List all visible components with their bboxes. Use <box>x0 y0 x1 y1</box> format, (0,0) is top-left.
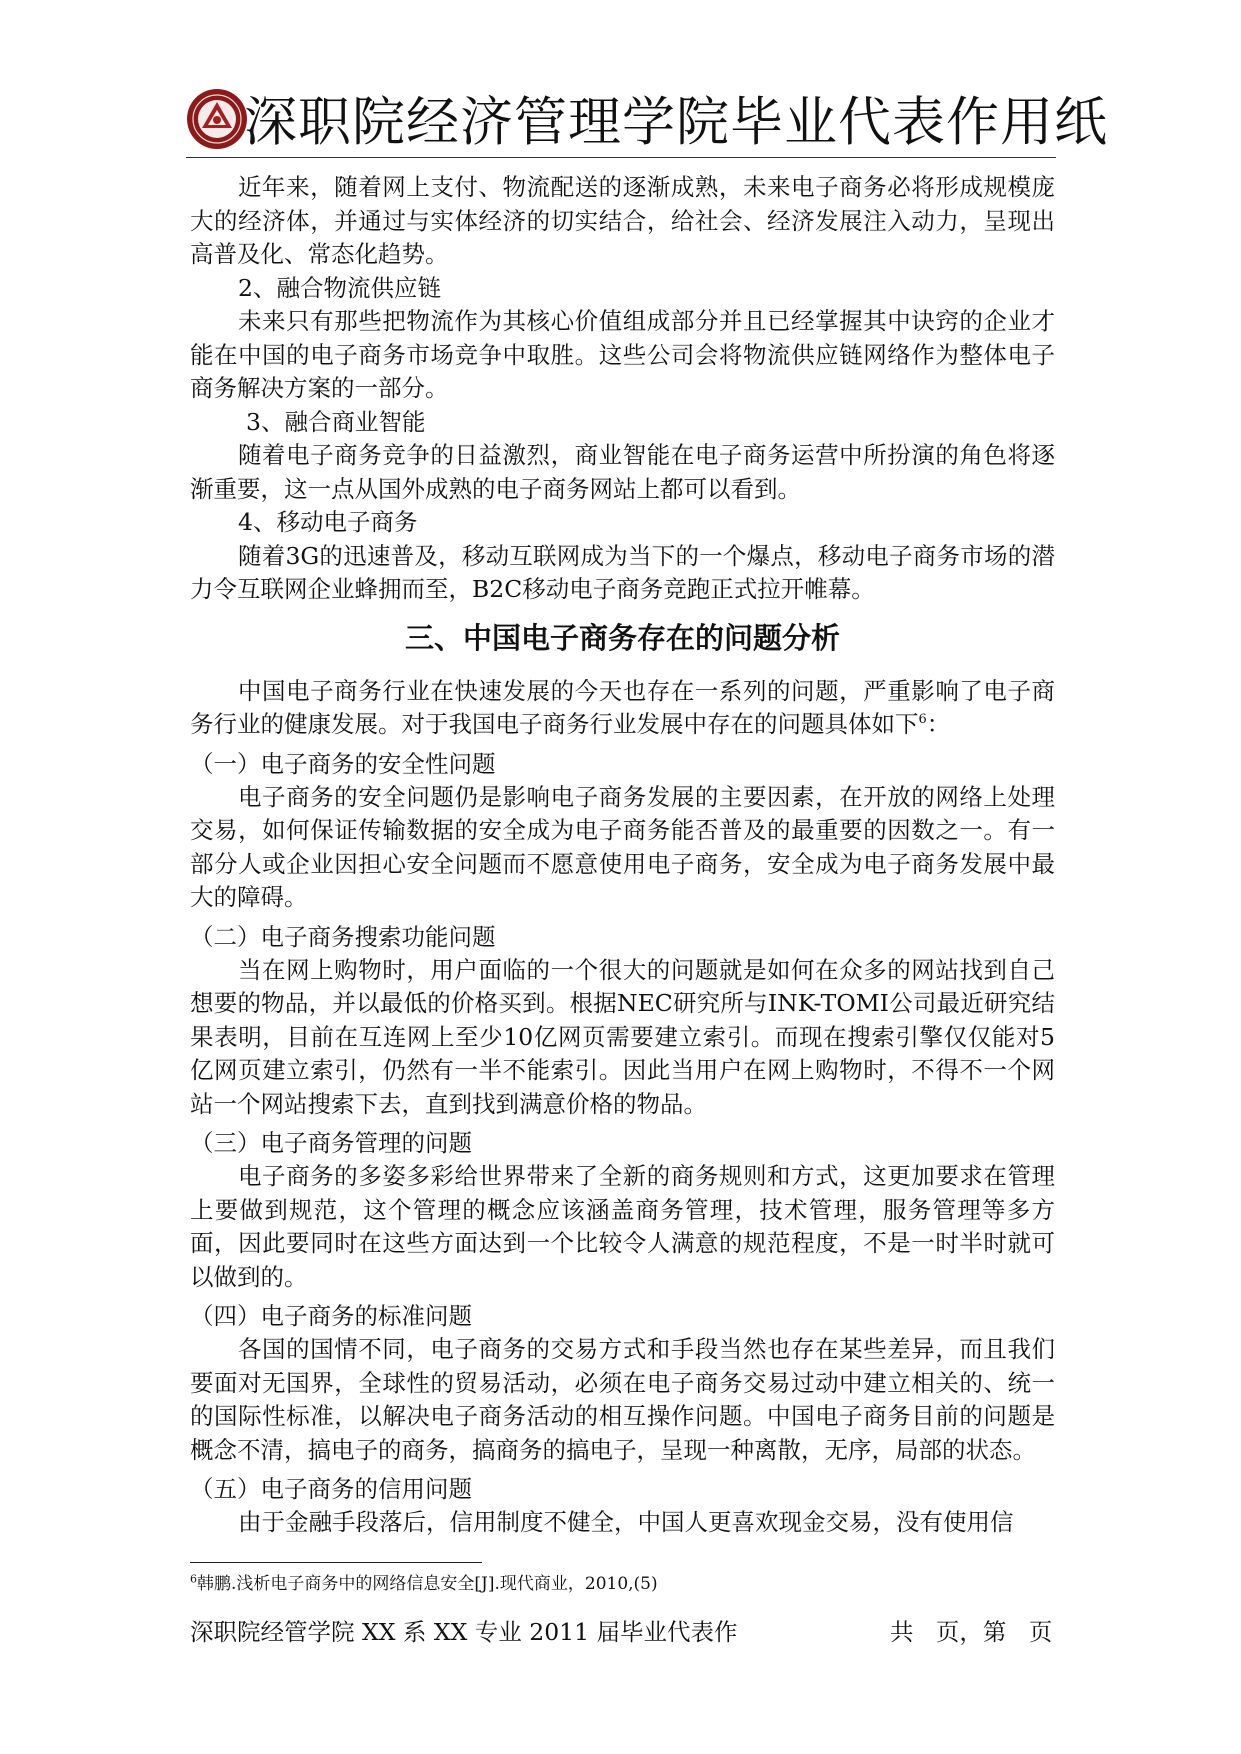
document-body <box>190 171 1055 1540</box>
list-item-title: 3、融合商业智能 <box>246 407 426 436</box>
paragraph: 由于金融手段落后，信用制度不健全，中国人更喜欢现金交易，没有使用信 <box>238 1508 1014 1536</box>
footnote-text: 韩鹏.浅析电子商务中的网络信息安全[J].现代商业，2010,(5) <box>197 1574 658 1594</box>
subsection-heading: （三）电子商务管理的问题 <box>190 1129 472 1157</box>
footnote-ref[interactable]: 6 <box>918 712 927 728</box>
paragraph: 随着3G的迅速普及，移动互联网成为当下的一个爆点，移动电子商务市场的潜力令互联网企业蜂拥而至，B2C移动电子商务竞跑正式拉开帷幕。 <box>190 541 1055 603</box>
section-heading: 三、中国电子商务存在的问题分析 <box>404 620 840 655</box>
paragraph <box>190 675 1055 742</box>
paragraph: 电子商务的安全问题仍是影响电子商务发展的主要因素，在开放的网络上处理交易，如何保证传输数据的安全成为电子商务能否普及的最重要的因数之一。有一部分人或企业因担心安全问题而不愿意使用电子商务，安全成为电子商务发展中最大的障碍。 <box>190 782 1055 911</box>
list-item-title: 2、融合物流供应链 <box>238 273 441 302</box>
list-item-title: 4、移动电子商务 <box>238 508 418 536</box>
paragraph: 随着电子商务竞争的日益激烈，商业智能在电子商务运营中所扮演的角色将逐渐重要，这一点从国外成熟的电子商务网站上都可以看到。 <box>190 441 1055 503</box>
paragraph: 各国的国情不同，电子商务的交易方式和手段当然也存在某些差异，而且我们要面对无国界，全球性的贸易活动，必须在电子商务交易过动中建立相关的、统一的国际性标准，以解决电子商务活动的相互操作问题。中国电子商务目前的问题是概念不清，搞电子的商务，搞商务的搞电子，呈现一种离散，无序，局部的状态。 <box>190 1335 1055 1464</box>
paragraph: 当在网上购物时，用户面临的一个很大的问题就是如何在众多的网站找到自己想要的物品，并以最低的价格买到。根据NEC研究所与INK-TOMI公司最近研究结果表明，目前在互连网上至少10亿网页需要建立索引。而现在搜索引擎仅仅能对5亿网页建立索引，仍然有一半不能索引。因此当用户在网上购物时，不得不一个网站一个网站搜索下去，直到找到满意价格的物品。 <box>190 955 1055 1118</box>
school-seal-icon <box>186 88 248 150</box>
header-rule <box>186 157 1056 158</box>
subsection-heading: （一）电子商务的安全性问题 <box>190 749 496 778</box>
intro-end: ： <box>926 710 951 738</box>
footnote-mark: 6 <box>190 1572 197 1586</box>
subsection-heading: （四）电子商务的标准问题 <box>190 1302 472 1330</box>
header-title: 深职院经济管理学院毕业代表作用纸 <box>244 92 1108 153</box>
paragraph: 电子商务的多姿多彩给世界带来了全新的商务规则和方式，这更加要求在管理上要做到规范，这个管理的概念应该涵盖商务管理，技术管理，服务管理等多方面，因此要同时在这些方面达到一个比较令人满意的规范程度，不是一时半时就可以做到的。 <box>190 1162 1055 1291</box>
footnote <box>190 1572 658 1596</box>
page-header <box>186 84 1108 164</box>
footnote-separator <box>190 1562 482 1563</box>
footer-left: 深职院经管学院 XX 系 XX 专业 2011 届毕业代表作 <box>190 1618 738 1646</box>
footer-page-count: 共 页，第 页 <box>890 1618 1053 1646</box>
subsection-heading: （二）电子商务搜索功能问题 <box>190 922 496 951</box>
paragraph: 未来只有那些把物流作为其核心价值组成部分并且已经掌握其中诀窍的企业才能在中国的电子商务市场竞争中取胜。这些公司会将物流供应链网络作为整体电子商务解决方案的一部分。 <box>190 307 1055 402</box>
subsection-heading: （五）电子商务的信用问题 <box>190 1475 472 1503</box>
paragraph: 近年来，随着网上支付、物流配送的逐渐成熟，未来电子商务必将形成规模庞大的经济体，并通过与实体经济的切实结合，给社会、经济发展注入动力，呈现出高普及化、常态化趋势。 <box>190 173 1055 268</box>
intro-text: 中国电子商务行业在快速发展的今天也存在一系列的问题，严重影响了电子商务行业的健康发展。对于我国电子商务行业发展中存在的问题具体如下 <box>190 676 1055 738</box>
